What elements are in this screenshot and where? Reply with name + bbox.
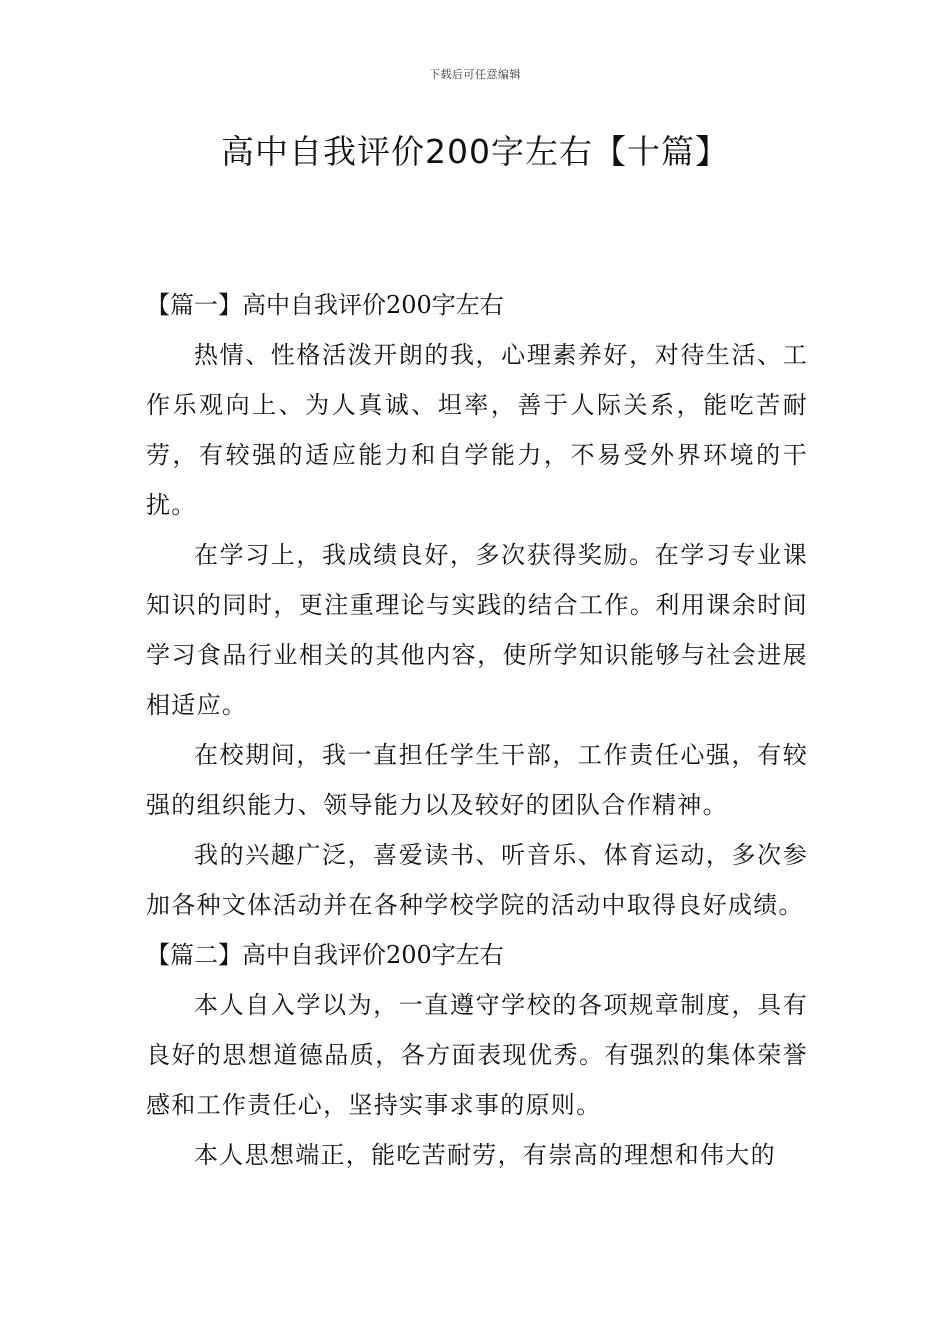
section-heading-1: 【篇一】高中自我评价200字左右 xyxy=(146,291,504,319)
paragraph: 在学习上，我成绩良好，多次获得奖励。在学习专业课知识的同时，更注重理论与实践的结合工作。利用课余时间学习食品行业相关的其他内容，使所学知识能够与社会进展相适应。 xyxy=(146,541,808,719)
header-note: 下载后可任意编辑 xyxy=(429,68,521,81)
paragraph: 我的兴趣广泛，喜爱读书、听音乐、体育运动，多次参加各种文体活动并在各种学校学院的活动中取得良好成绩。 xyxy=(146,841,808,919)
paragraph: 在校期间，我一直担任学生干部，工作责任心强，有较强的组织能力、领导能力以及较好的团队合作精神。 xyxy=(146,741,808,819)
document-body xyxy=(146,280,808,1180)
paragraph: 本人思想端正，能吃苦耐劳，有崇高的理想和伟大的 xyxy=(194,1141,776,1169)
section-heading-2: 【篇二】高中自我评价200字左右 xyxy=(146,941,504,969)
paragraph: 热情、性格活泼开朗的我，心理素养好，对待生活、工作乐观向上、为人真诚、坦率，善于人际关系，能吃苦耐劳，有较强的适应能力和自学能力，不易受外界环境的干扰。 xyxy=(146,341,808,519)
document-title: 高中自我评价200字左右【十篇】 xyxy=(221,132,729,171)
paragraph: 本人自入学以为，一直遵守学校的各项规章制度，具有良好的思想道德品质，各方面表现优秀。有强烈的集体荣誉感和工作责任心，坚持实事求事的原则。 xyxy=(146,991,808,1119)
